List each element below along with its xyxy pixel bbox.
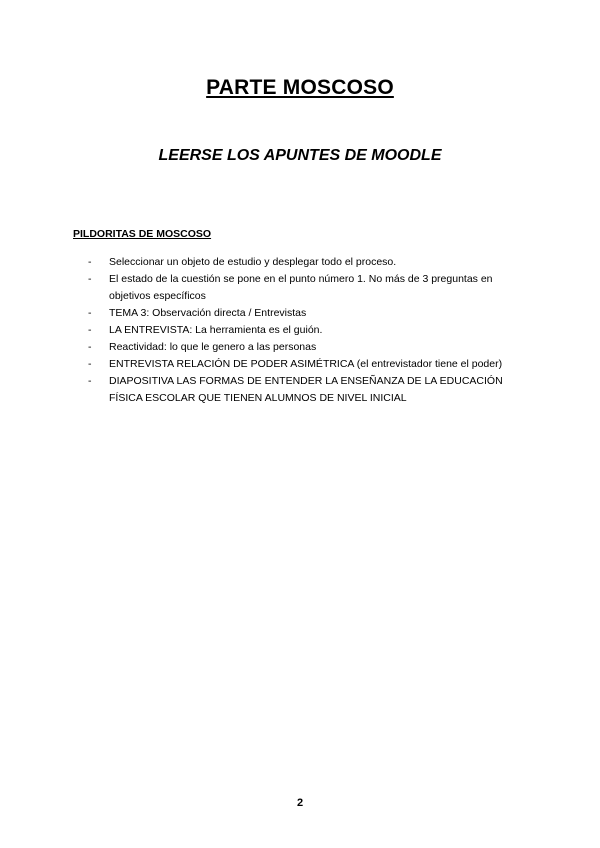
bullet-dash: -: [88, 256, 92, 268]
bullet-dash: -: [88, 341, 92, 353]
list-item: [86, 373, 536, 407]
list-item: [86, 305, 536, 322]
list-item: [86, 271, 536, 305]
list-item-text: ENTREVISTA RELACIÓN DE PODER ASIMÉTRICA (el entrevistador tiene el poder): [109, 358, 503, 370]
bullet-dash: -: [88, 375, 92, 387]
bullet-dash: -: [88, 273, 92, 285]
list-item-text: Seleccionar un objeto de estudio y desplegar todo el proceso.: [109, 256, 397, 268]
bullet-dash: -: [88, 307, 92, 319]
bullet-dash: -: [88, 324, 92, 336]
bullet-list: [86, 254, 536, 407]
section-heading: PILDORITAS DE MOSCOSO: [73, 228, 212, 240]
list-item-text: LA ENTREVISTA: La herramienta es el guión.: [109, 324, 323, 336]
page-subtitle: LEERSE LOS APUNTES DE MOODLE: [158, 147, 442, 164]
list-item-text: El estado de la cuestión se pone en el punto número 1. No más de 3 preguntas en objetivos específicos: [109, 273, 493, 302]
list-item: [86, 339, 536, 356]
list-item-text: DIAPOSITIVA LAS FORMAS DE ENTENDER LA ENSEÑANZA DE LA EDUCACIÓN FÍSICA ESCOLAR QUE TIENEN ALUMNOS DE NIVEL INICIAL: [109, 375, 503, 404]
page-number: 2: [296, 797, 304, 809]
list-item: [86, 254, 536, 271]
list-item-text: Reactividad: lo que le genero a las personas: [109, 341, 317, 353]
list-item: [86, 322, 536, 339]
page-title: PARTE MOSCOSO: [206, 76, 394, 99]
bullet-dash: -: [88, 358, 92, 370]
list-item: [86, 356, 536, 373]
list-item-text: TEMA 3: Observación directa / Entrevistas: [109, 307, 307, 319]
